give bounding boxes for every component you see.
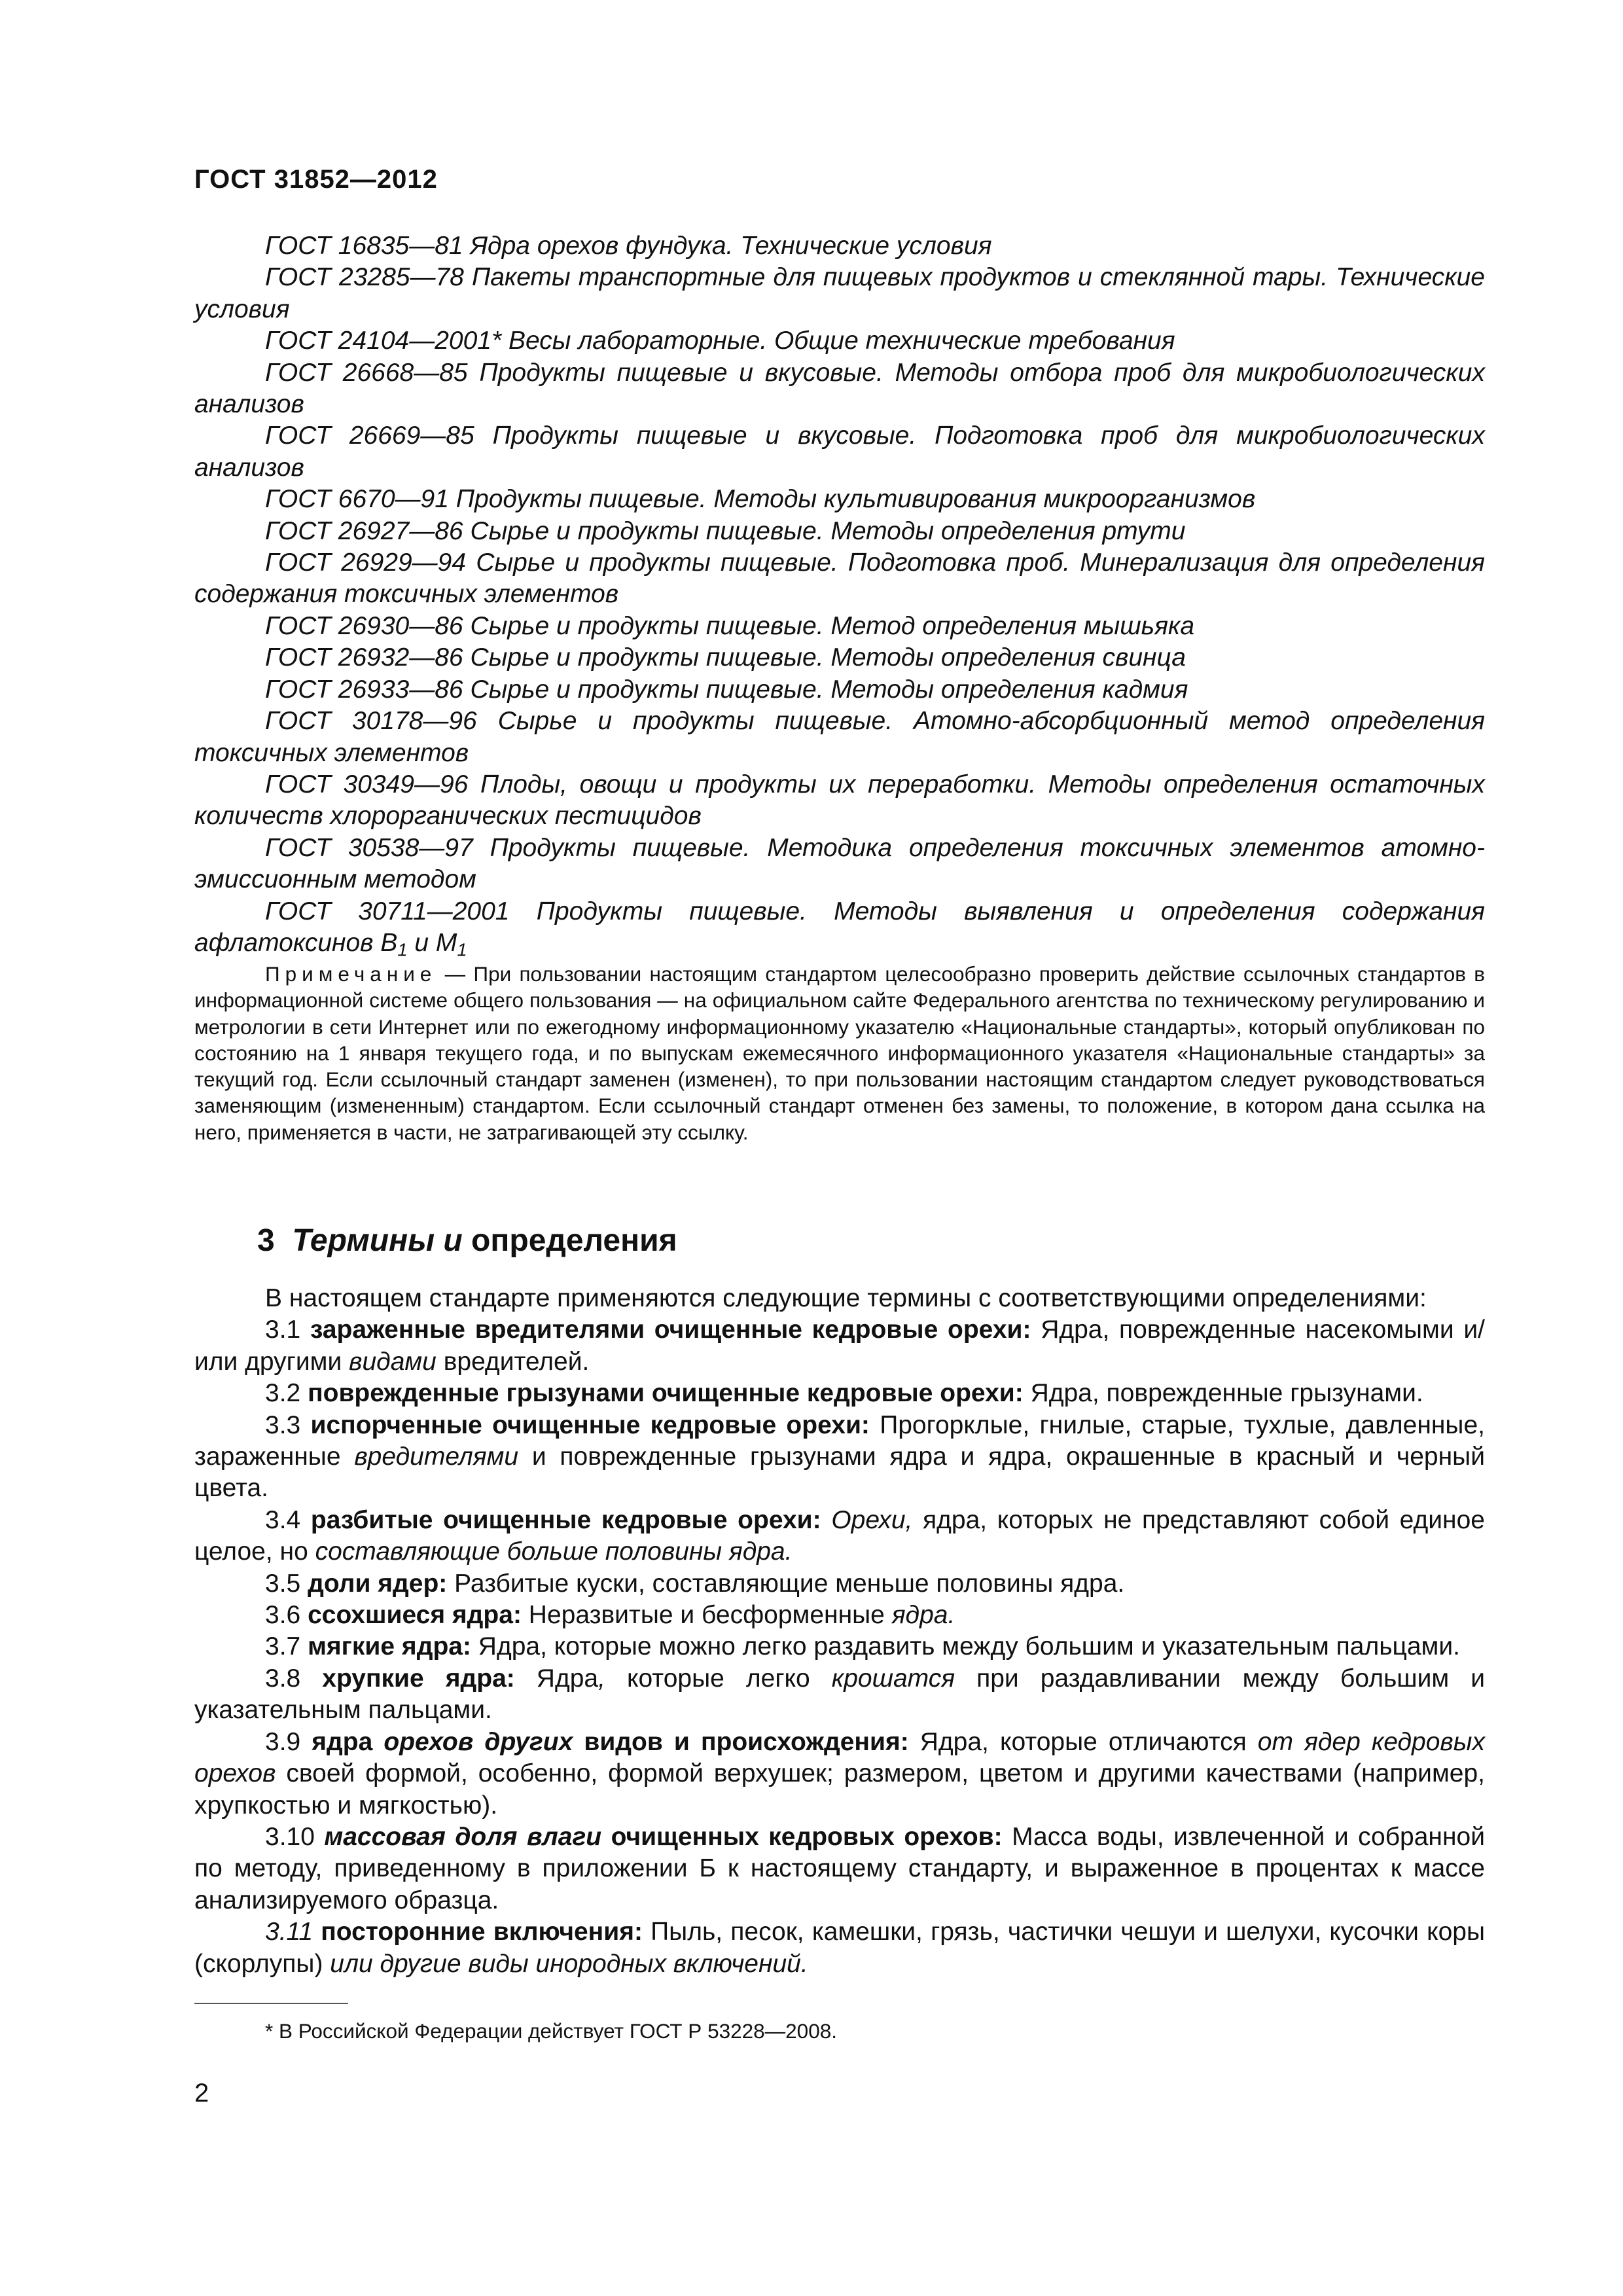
page-number: 2 bbox=[194, 2079, 209, 2108]
reference-item: ГОСТ 26669—85 Продукты пищевые и вкусовые. Подготовка проб для микробиологических анализов bbox=[194, 422, 1485, 482]
term-item: 3.8 хрупкие ядра: Ядра, которые легко крошатся при раздавливании между большим и указательным пальцами. bbox=[194, 1664, 1485, 1725]
reference-item: ГОСТ 30538—97 Продукты пищевые. Методика определения токсичных элементов атомно-эмиссионным методом bbox=[194, 833, 1485, 894]
reference-item: ГОСТ 26933—86 Сырье и продукты пищевые. Методы определения кадмия bbox=[265, 675, 1188, 704]
reference-item: ГОСТ 26932—86 Сырье и продукты пищевые. Методы определения свинца bbox=[265, 643, 1186, 672]
note-text: — При пользовании настоящим стандартом целесообразно проверить действие ссылочных стандартов в информационной системе общего пользования — на официальном сайте Федерального агентства по техническому регулированию и метрологии в сети Интернет или по ежегодному информационному указателю «Национальные стандарты», который опубликован по состоянию на 1 января текущего года, и по выпускам ежемесячного информационного указателя «Национальные стандарты» за текущий год. Если ссылочный стандарт заменен (изменен), то при пользовании настоящим стандартом следует руководствоваться заменяющим (измененным) стандартом. Если ссылочный стандарт отменен без замены, то положение, в котором дана ссылка на него, применяется в части, не затрагивающей эту ссылку. bbox=[194, 962, 1485, 1144]
term-item: 3.7 мягкие ядра: Ядра, которые можно легко раздавить между большим и указательным пальцами. bbox=[265, 1632, 1460, 1661]
reference-item: ГОСТ 26927—86 Сырье и продукты пищевые. Методы определения ртути bbox=[265, 516, 1186, 545]
section-heading: 3 Термины и определения bbox=[257, 1223, 677, 1258]
reference-item: ГОСТ 30349—96 Плоды, овощи и продукты их переработки. Методы определения остаточных количеств хлорорганических пестицидов bbox=[194, 770, 1485, 831]
term-item: 3.11 посторонние включения: Пыль, песок, камешки, грязь, частички чешуи и шелухи, кусочки коры (скорлупы) или другие виды инородных включений. bbox=[194, 1918, 1485, 1978]
document-header-code: ГОСТ 31852—2012 bbox=[194, 165, 438, 194]
footnote: * В Российской Федерации действует ГОСТ Р 53228—2008. bbox=[265, 2019, 837, 2043]
reference-item: ГОСТ 30178—96 Сырье и продукты пищевые. Атомно-абсорбционный метод определения токсичных элементов bbox=[194, 707, 1485, 767]
term-item: 3.3 испорченные очищенные кедровые орехи: Прогорклые, гнилые, старые, тухлые, давленные, зараженные вредителями и поврежденные грызунами ядра и ядра, окрашенные в красный и черный цвета. bbox=[194, 1410, 1485, 1503]
term-item: 3.10 массовая доля влаги очищенных кедровых орехов: Масса воды, извлеченной и собранной по методу, приведенному в приложении Б к настоящему стандарту, и выраженное в процентах к массе анализируемого образца. bbox=[194, 1822, 1485, 1914]
term-item: 3.5 доли ядер: Разбитые куски, составляющие меньше половины ядра. bbox=[265, 1569, 1125, 1598]
reference-item: ГОСТ 23285—78 Пакеты транспортные для пищевых продуктов и стеклянной тары. Технические условия bbox=[194, 263, 1485, 323]
note-label: Примечание bbox=[265, 962, 437, 986]
reference-item: ГОСТ 26668—85 Продукты пищевые и вкусовые. Методы отбора проб для микробиологических анализов bbox=[194, 358, 1485, 419]
reference-item: ГОСТ 24104—2001* Весы лабораторные. Общие технические требования bbox=[265, 327, 1175, 355]
terms-list bbox=[194, 1283, 1485, 1980]
reference-item: ГОСТ 30711—2001 Продукты пищевые. Методы выявления и определения содержания афлатоксинов $B_1$ и $M_1$ bbox=[194, 897, 1485, 960]
terms-intro: В настоящем стандарте применяются следующие термины с соответствующими определениями: bbox=[265, 1284, 1427, 1312]
term-item: 3.9 ядра орехов других видов и происхождения: Ядра, которые отличаются от ядер кедровых орехов своей формой, особенно, формой верхушек; размером, цветом и другими качествами (например, хрупкостью и мягкостью). bbox=[194, 1727, 1485, 1820]
note-paragraph bbox=[194, 961, 1485, 1145]
term-item: 3.4 разбитые очищенные кедровые орехи: Орехи, ядра, которых не представляют собой единое целое, но составляющие больше половины ядра. bbox=[194, 1505, 1485, 1566]
term-item: 3.1 зараженные вредителями очищенные кедровые орехи: Ядра, поврежденные насекомыми и/или другими видами вредителей. bbox=[194, 1316, 1485, 1376]
normative-references-list bbox=[194, 230, 1485, 959]
term-item: 3.6 ссохшиеся ядра: Неразвитые и бесформенные ядра. bbox=[265, 1601, 955, 1630]
reference-item: ГОСТ 6670—91 Продукты пищевые. Методы культивирования микроорганизмов bbox=[265, 485, 1256, 514]
reference-item: ГОСТ 26930—86 Сырье и продукты пищевые. Метод определения мышьяка bbox=[265, 611, 1195, 640]
reference-item: ГОСТ 16835—81 Ядра орехов фундука. Технические условия bbox=[265, 232, 992, 260]
footnote-divider bbox=[194, 2003, 348, 2004]
term-item: 3.2 поврежденные грызунами очищенные кедровые орехи: Ядра, поврежденные грызунами. bbox=[265, 1379, 1423, 1408]
reference-item: ГОСТ 26929—94 Сырье и продукты пищевые. Подготовка проб. Минерализация для определения содержания токсичных элементов bbox=[194, 548, 1485, 609]
